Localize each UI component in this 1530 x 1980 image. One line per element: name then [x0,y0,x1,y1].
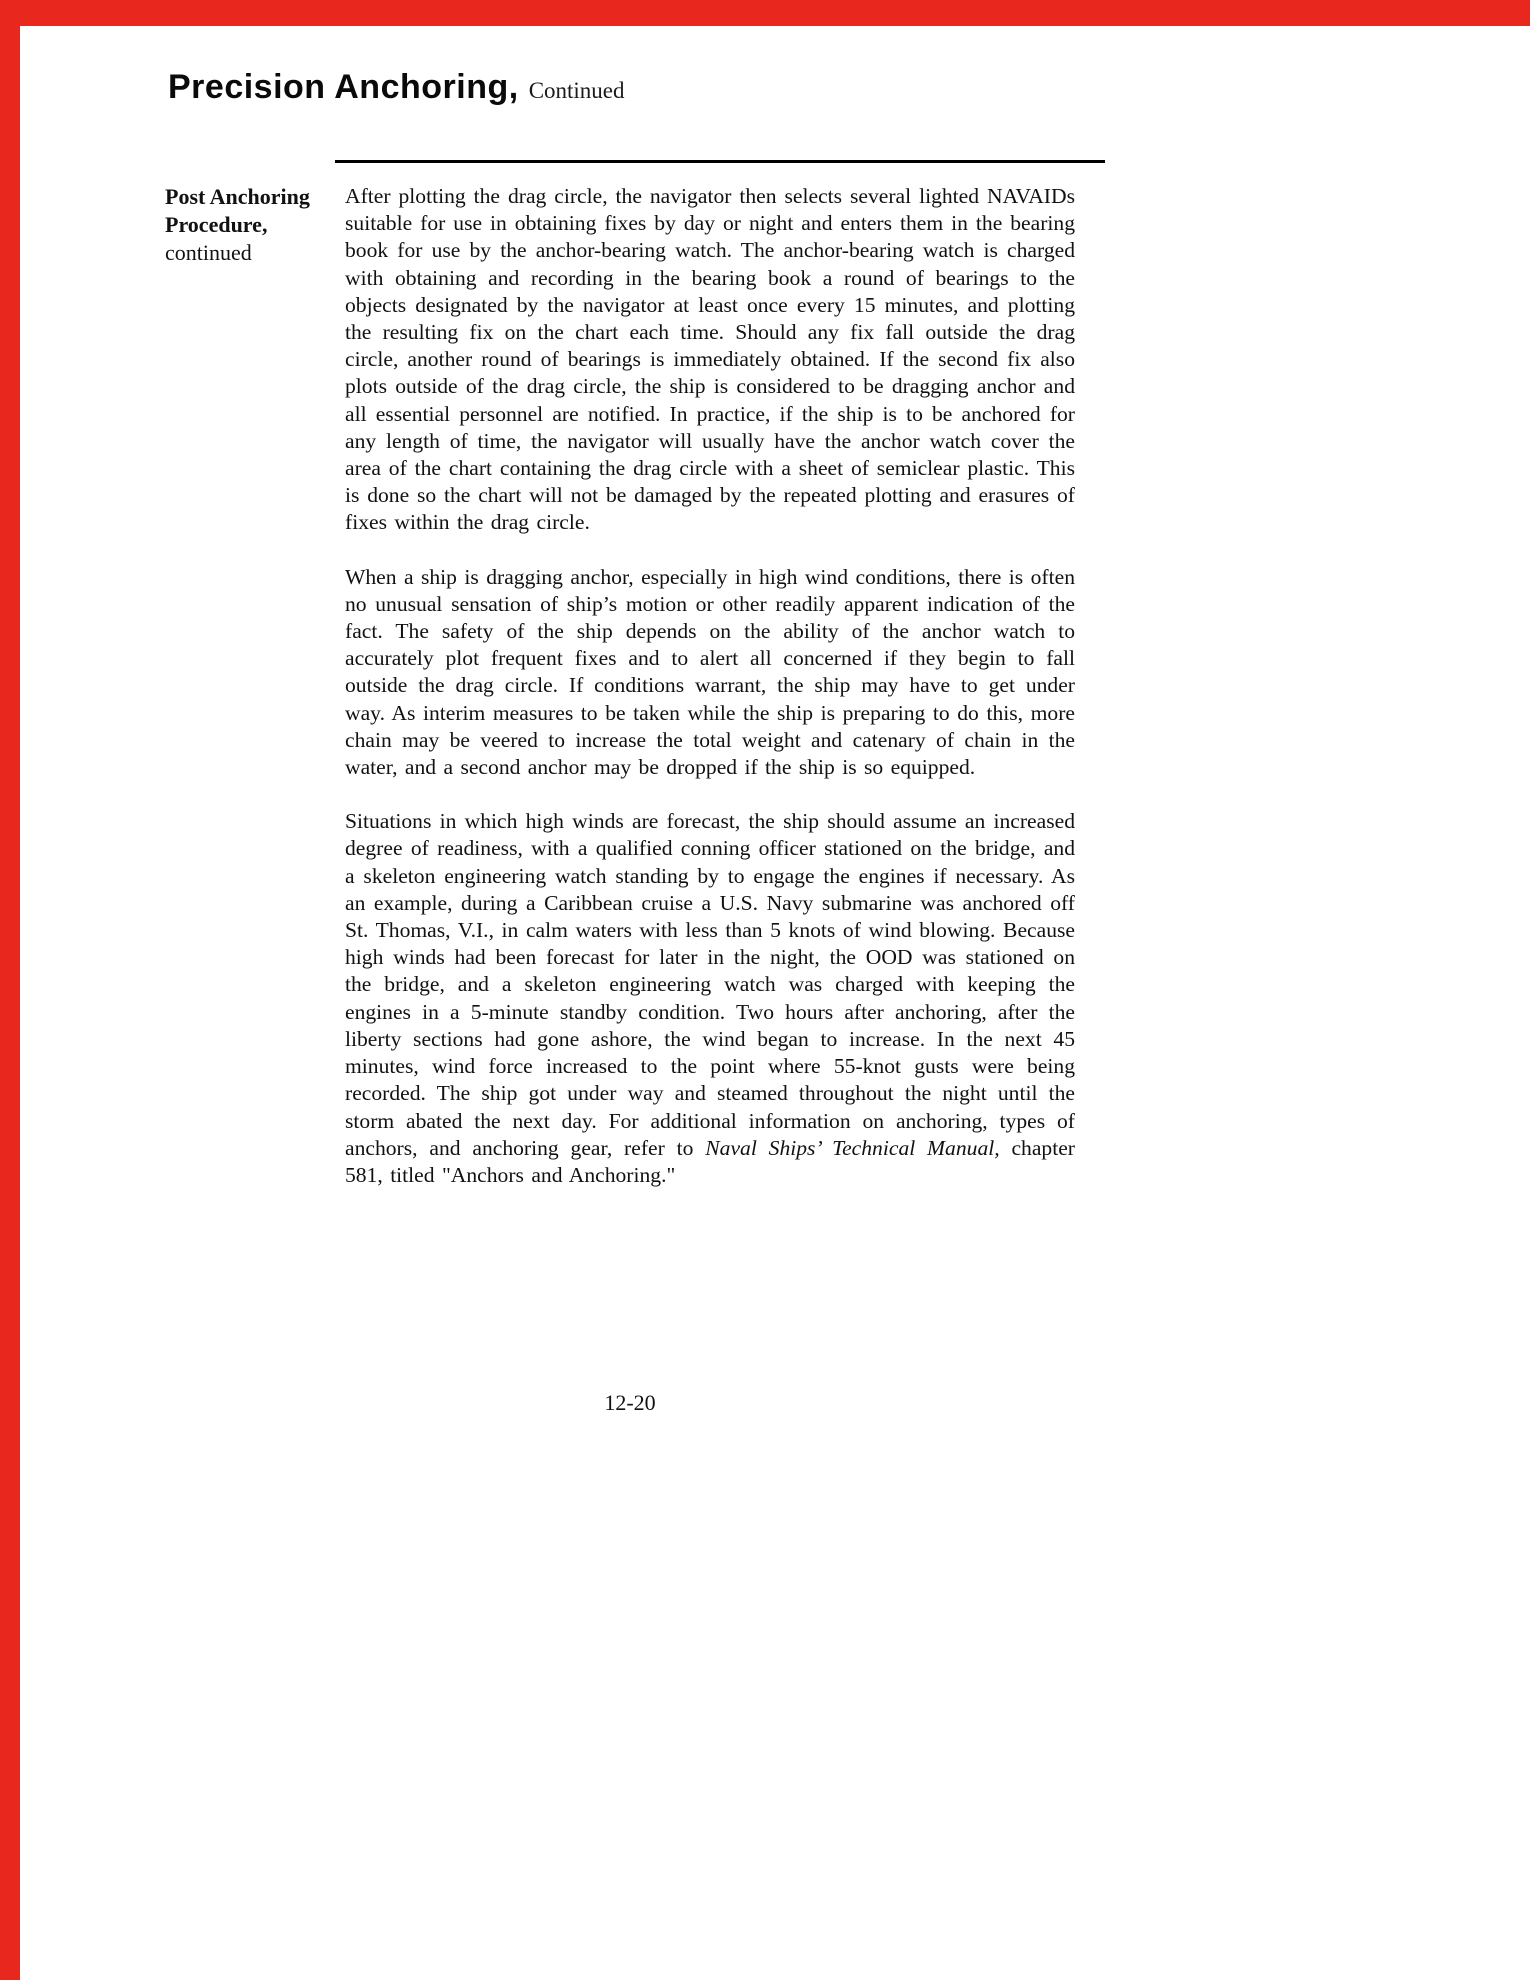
page-edge-stripe-left [0,0,20,1980]
paragraph-2: When a ship is dragging anchor, especially in high wind conditions, there is often no unusual sensation of ship’s motion or other readily apparent indication of the fact. The safety of the ship depends on the ability of the anchor watch to accurately plot frequent fixes and to alert all concerned if they begin to fall outside the drag circle. If conditions warrant, the ship may have to get under way. As interim measures to be taken while the ship is preparing to do this, more chain may be veered to increase the total weight and catenary of chain in the water, and a second anchor may be dropped if the ship is so equipped. [345,564,1075,780]
paragraph-3-text: Situations in which high winds are forecast, the ship should assume an increased degree of readiness, with a qualified conning officer stationed on the bridge, and a skeleton engineering watch standing by to engage the engines if necessary. As an example, during a Caribbean cruise a U.S. Navy submarine was anchored off St. Thomas, V.I., in calm waters with less than 5 knots of wind blowing. Because high winds had been forecast for later in the night, the OOD was stationed on the bridge, and a skeleton engineering watch was charged with keeping the engines in a 5-minute standby condition. Two hours after anchoring, after the liberty sections had gone ashore, the wind began to increase. In the next 45 minutes, wind force increased to the point where 55-knot gusts were being recorded. The ship got under way and steamed throughout the night until the storm abated the next day. For additional information on anchoring, types of anchors, and anchoring gear, refer to [345,809,1075,1160]
section-label [165,183,345,1216]
paragraph-1: After plotting the drag circle, the navigator then selects several lighted NAVAIDs suitable for use in obtaining fixes by day or night and enters them in the bearing book for use by the anchor-bearing watch. The anchor-bearing watch is charged with obtaining and recording in the bearing book a round of bearings to the objects designated by the navigator at least once every 15 minutes, and plotting the resulting fix on the chart each time. Should any fix fall outside the drag circle, another round of bearings is immediately obtained. If the second fix also plots outside of the drag circle, the ship is considered to be dragging anchor and all essential personnel are notified. In practice, if the ship is to be anchored for any length of time, the navigator will usually have the anchor watch cover the area of the chart containing the drag circle with a sheet of semiclear plastic. This is done so the chart will not be damaged by the repeated plotting and erasures of fixes within the drag circle. [345,184,1075,535]
paragraph-3-italic-title: Naval Ships’ Technical Manual, [705,1135,1000,1160]
body-text-column [345,183,1075,1216]
horizontal-rule [335,160,1105,163]
title-main: Precision Anchoring, [168,68,519,106]
section-label-continued: continued [165,240,252,265]
page-edge-stripe-top [0,0,1530,26]
section-label-line2: Procedure, [165,212,268,237]
section-label-line1: Post Anchoring [165,184,310,209]
page-number: 12-20 [604,1390,656,1415]
paragraph-3 [345,808,1075,1189]
paragraph-3-text-end: chapter 581, titled "Anchors and Anchoring." [345,1135,1076,1187]
title-continued: Continued [528,78,625,103]
page-title [168,68,625,107]
content-area [165,183,1345,1216]
